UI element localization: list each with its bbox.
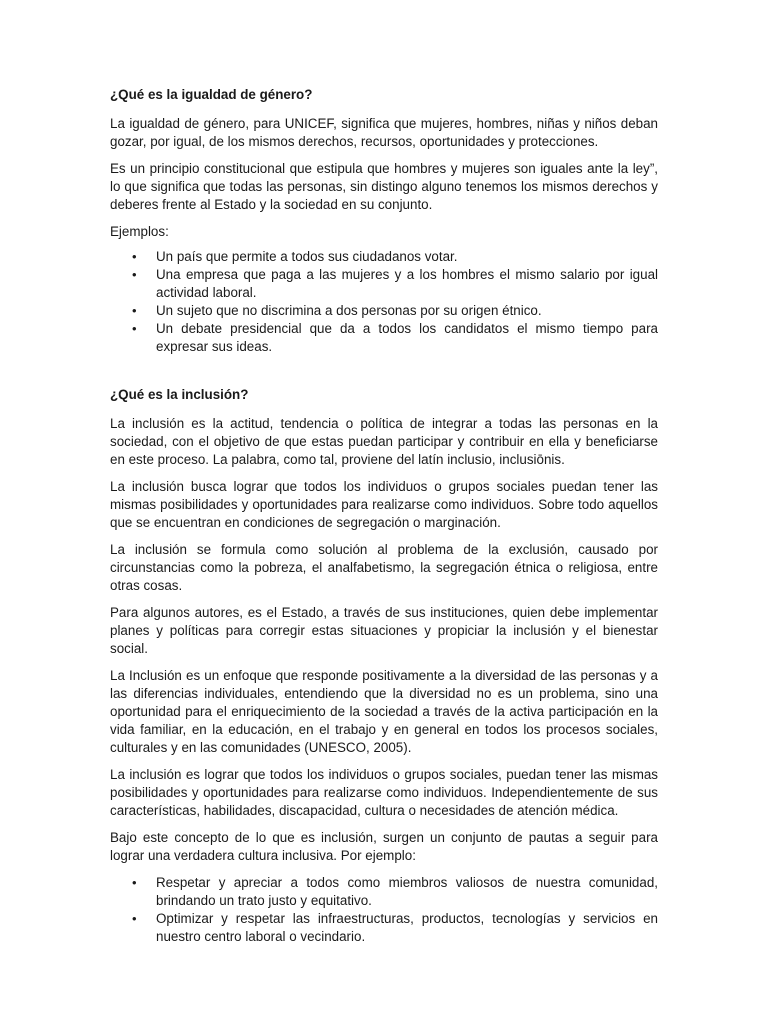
bullet-icon: • bbox=[132, 267, 137, 282]
section-spacer bbox=[110, 356, 658, 386]
list-item bbox=[110, 248, 658, 266]
guidelines-list bbox=[110, 874, 658, 946]
bullet-icon: • bbox=[132, 249, 137, 264]
paragraph: Es un principio constitucional que estipula que hombres y mujeres son iguales ante la ley”, lo que significa que todas las personas, sin distingo alguno tenemos los mismos derechos y deberes frente al Estado y la sociedad en su conjunto. bbox=[110, 161, 658, 212]
list-item bbox=[110, 320, 658, 356]
paragraph: Bajo este concepto de lo que es inclusión, surgen un conjunto de pautas a seguir para lograr una verdadera cultura inclusiva. Por ejemplo: bbox=[110, 830, 658, 863]
paragraph: La inclusión es lograr que todos los individuos o grupos sociales, puedan tener las mismas posibilidades y oportunidades para realizarse como individuos. Independientemente de sus características, habilidades, discapacidad, cultura o necesidades de atención médica. bbox=[110, 767, 658, 818]
examples-list bbox=[110, 248, 658, 356]
paragraph: La inclusión se formula como solución al problema de la exclusión, causado por circunstancias como la pobreza, el analfabetismo, la segregación étnica o religiosa, entre otras cosas. bbox=[110, 542, 658, 593]
bullet-icon: • bbox=[132, 911, 137, 926]
list-item-text: Respetar y apreciar a todos como miembros valiosos de nuestra comunidad, brindando un trato justo y equitativo. bbox=[156, 875, 658, 908]
list-item bbox=[110, 874, 658, 910]
list-item-text: Un país que permite a todos sus ciudadanos votar. bbox=[156, 249, 458, 264]
paragraph: La inclusión busca lograr que todos los individuos o grupos sociales puedan tener las mismas posibilidades y oportunidades para realizarse como individuos. Sobre todo aquellos que se encuentran en condiciones de segregación o marginación. bbox=[110, 479, 658, 530]
list-item-text: Un sujeto que no discrimina a dos personas por su origen étnico. bbox=[156, 303, 542, 318]
list-item-text: Un debate presidencial que da a todos los candidatos el mismo tiempo para expresar sus ideas. bbox=[156, 321, 658, 354]
bullet-icon: • bbox=[132, 875, 137, 890]
section-heading-gender-equality: ¿Qué es la igualdad de género? bbox=[110, 87, 313, 102]
list-item bbox=[110, 266, 658, 302]
section-heading-inclusion: ¿Qué es la inclusión? bbox=[110, 387, 249, 402]
list-item-text: Optimizar y respetar las infraestructuras, productos, tecnologías y servicios en nuestro centro laboral o vecindario. bbox=[156, 911, 658, 944]
bullet-icon: • bbox=[132, 303, 137, 318]
paragraph: Para algunos autores, es el Estado, a través de sus instituciones, quien debe implementar planes y políticas para corregir estas situaciones y propiciar la inclusión y el bienestar social. bbox=[110, 605, 658, 656]
bullet-icon: • bbox=[132, 321, 137, 336]
list-item bbox=[110, 910, 658, 946]
list-item bbox=[110, 302, 658, 320]
paragraph: La igualdad de género, para UNICEF, significa que mujeres, hombres, niñas y niños deban gozar, por igual, de los mismos derechos, recursos, oportunidades y protecciones. bbox=[110, 116, 658, 149]
paragraph: La Inclusión es un enfoque que responde positivamente a la diversidad de las personas y a las diferencias individuales, entendiendo que la diversidad no es un problema, sino una oportunidad para el enriquecimiento de la sociedad a través de la activa participación en la vida familiar, en la educación, en el trabajo y en general en todos los procesos sociales, culturales y en las comunidades (UNESCO, 2005). bbox=[110, 668, 658, 755]
list-item-text: Una empresa que paga a las mujeres y a los hombres el mismo salario por igual actividad laboral. bbox=[156, 267, 658, 300]
paragraph: La inclusión es la actitud, tendencia o política de integrar a todas las personas en la sociedad, con el objetivo de que estas puedan participar y contribuir en ella y beneficiarse en este proceso. La palabra, como tal, proviene del latín inclusio, inclusiōnis. bbox=[110, 416, 658, 467]
examples-label: Ejemplos: bbox=[110, 224, 169, 239]
